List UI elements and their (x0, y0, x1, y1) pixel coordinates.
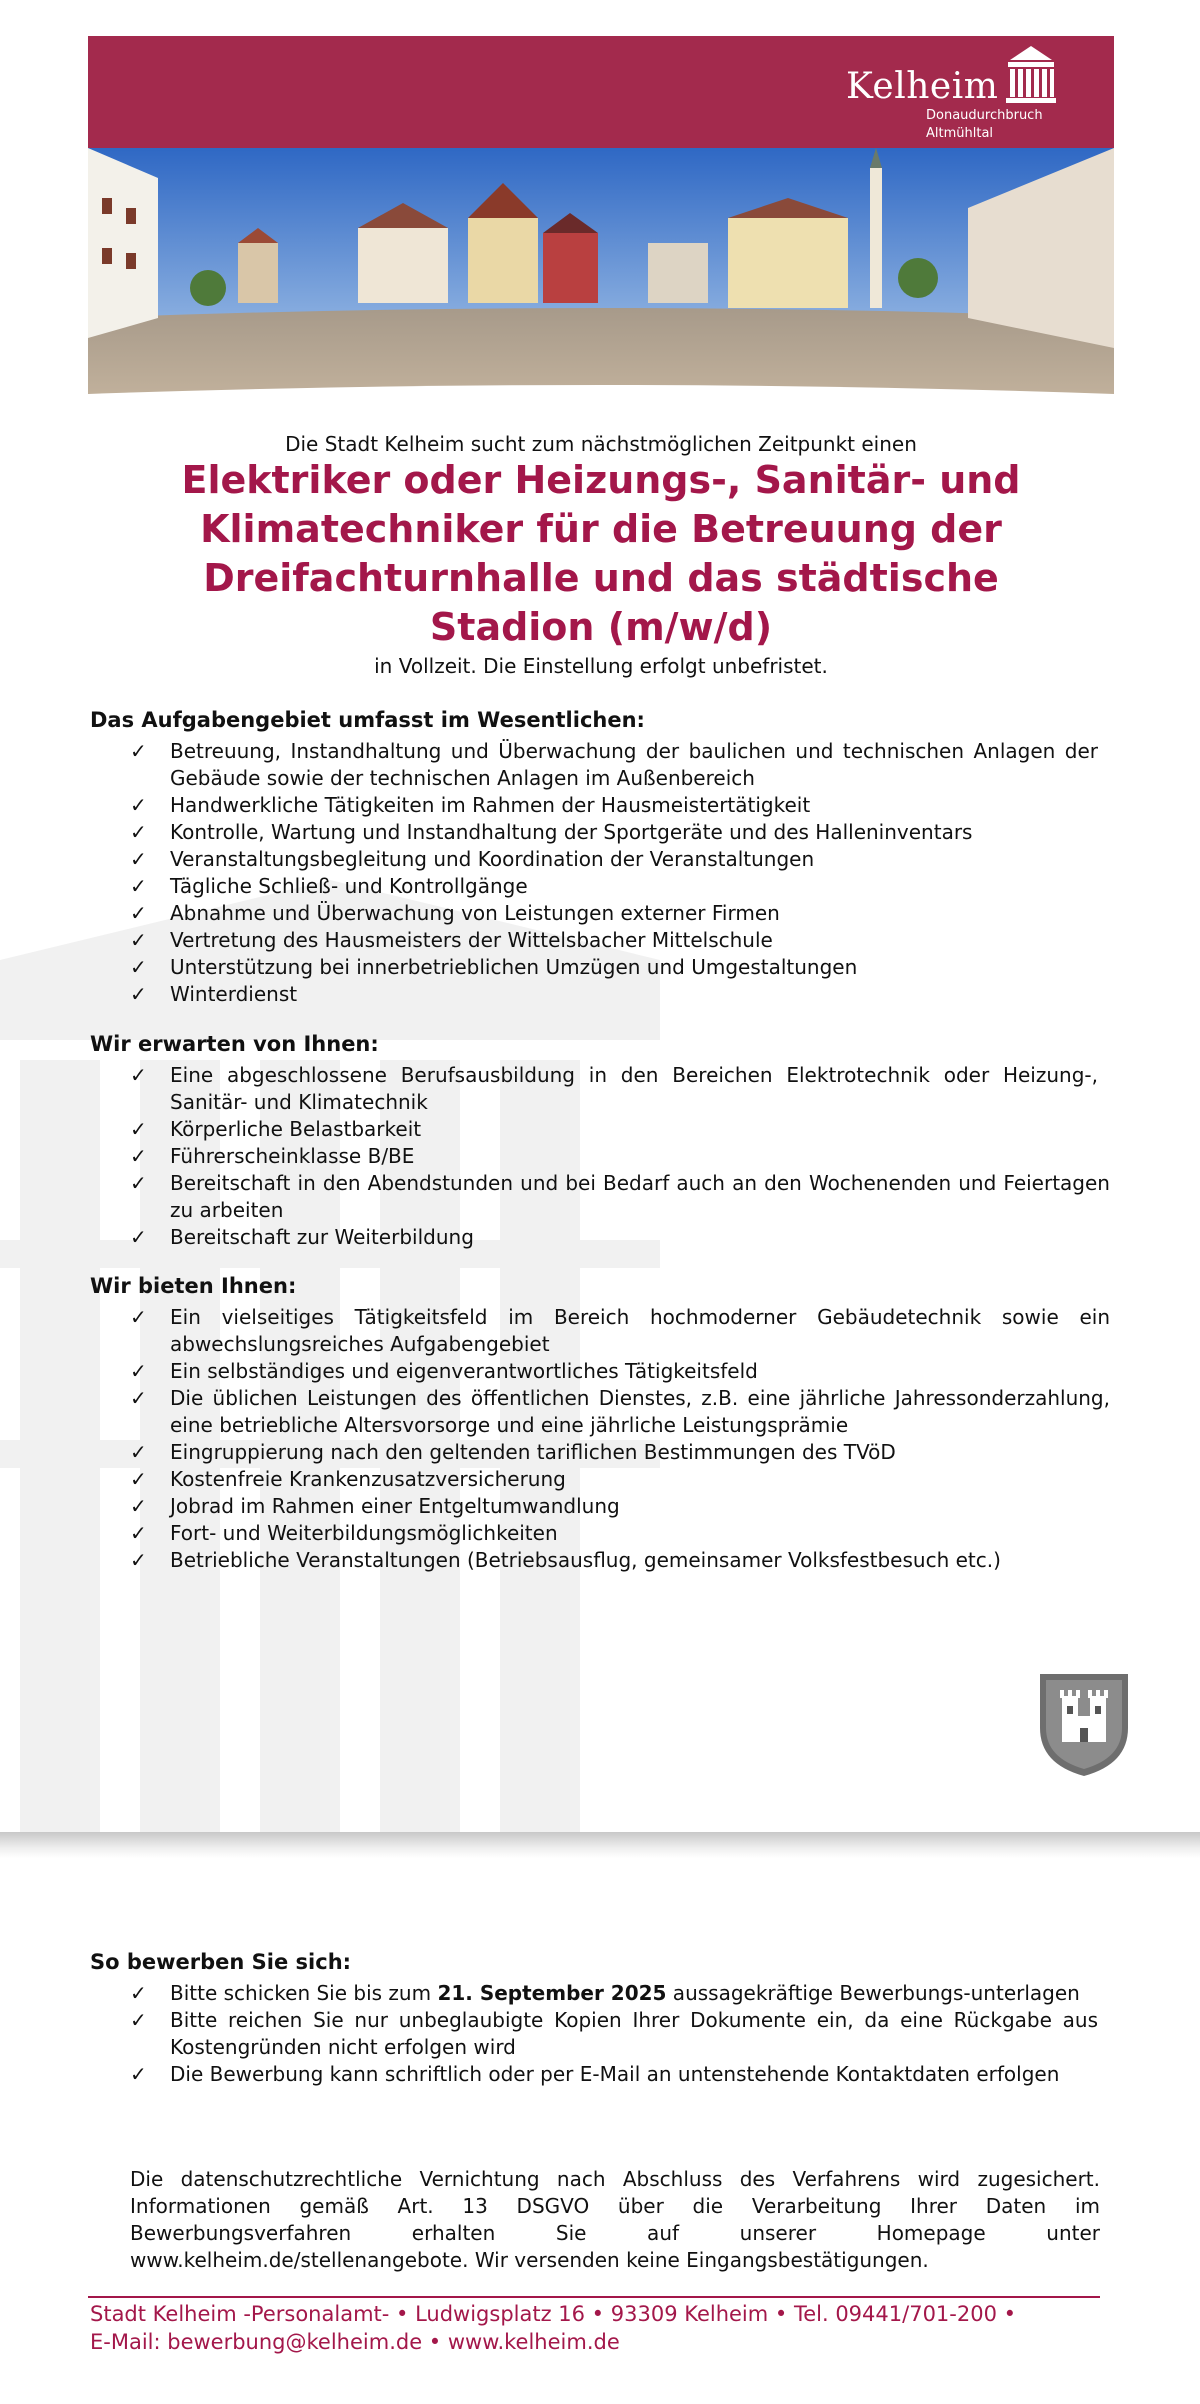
list-item: ✓ Eine abgeschlossene Berufsausbildung in den Bereichen Elektrotechnik oder Heizung-, Sanitär- und Klimatechnik (130, 1063, 1098, 1114)
header-banner (88, 36, 1114, 148)
job-title-line-3: Dreifachturnhalle und das städtische (203, 556, 999, 600)
checkmark-icon: ✓ (130, 1386, 147, 1410)
list-item: ✓ Eingruppierung nach den geltenden tariflichen Bestimmungen des TVöD (130, 1440, 896, 1464)
benefits-heading: Wir bieten Ihnen: (90, 1274, 297, 1298)
checkmark-icon: ✓ (130, 982, 147, 1006)
checkmark-icon: ✓ (130, 1117, 147, 1141)
checkmark-icon: ✓ (130, 1171, 147, 1195)
checkmark-icon: ✓ (130, 1548, 147, 1572)
checkmark-icon: ✓ (130, 928, 147, 952)
list-item: ✓ Handwerkliche Tätigkeiten im Rahmen der Hausmeistertätigkeit (130, 793, 811, 817)
expectations-heading: Wir erwarten von Ihnen: (90, 1032, 379, 1056)
expectations-section (90, 1030, 1110, 1251)
privacy-notice: Die datenschutzrechtliche Vernichtung nach Abschluss des Verfahrens wird zugesichert. Informationen gemäß Art. 13 DSGVO über die Verarbeitung Ihrer Daten im Bewerbungsverfahren erhalten Sie auf unserer Homepage unter www.kelheim.de/stellenangebote. Wir versenden keine Eingangsbestätigungen. (130, 2167, 1100, 2272)
checkmark-icon: ✓ (130, 1359, 147, 1383)
application-deadline: 21. September 2025 (437, 1981, 667, 2005)
list-item: ✓ Vertretung des Hausmeisters der Wittelsbacher Mittelschule (130, 928, 773, 952)
logo-building-icon (1004, 46, 1058, 104)
list-item: ✓ Unterstützung bei innerbetrieblichen Umzügen und Umgestaltungen (130, 955, 858, 979)
list-item: ✓ Körperliche Belastbarkeit (130, 1117, 422, 1141)
footer-rule (88, 2296, 1100, 2298)
checkmark-icon: ✓ (130, 820, 147, 844)
checkmark-icon: ✓ (130, 1521, 147, 1545)
list-item: ✓ Ein vielseitiges Tätigkeitsfeld im Bereich hochmoderner Gebäudetechnik sowie ein abwechslungsreiches Aufgabengebiet (130, 1305, 1110, 1356)
expectations-list (90, 1062, 1110, 1251)
list-item: ✓ Die Bewerbung kann schriftlich oder per E-Mail an untenstehende Kontaktdaten erfolgen (130, 2062, 1060, 2086)
application-list (90, 1980, 1100, 2088)
list-item: ✓ Tägliche Schließ- und Kontrollgänge (130, 874, 528, 898)
job-title-line-2: Klimatechniker für die Betreuung der (200, 507, 1002, 551)
checkmark-icon: ✓ (130, 1440, 147, 1464)
checkmark-icon: ✓ (130, 793, 147, 817)
list-item: ✓ Abnahme und Überwachung von Leistungen externer Firmen (130, 901, 780, 925)
job-title-line-4: Stadion (m/w/d) (429, 605, 773, 649)
list-item: ✓ Ein selbständiges und eigenverantwortliches Tätigkeitsfeld (130, 1359, 758, 1383)
list-item: ✓ Bereitschaft zur Weiterbildung (130, 1225, 474, 1249)
checkmark-icon: ✓ (130, 739, 147, 763)
logo-name: Kelheim (846, 66, 999, 107)
checkmark-icon: ✓ (130, 955, 147, 979)
list-item: ✓ Betriebliche Veranstaltungen (Betriebsausflug, gemeinsamer Volksfestbesuch etc.) (130, 1548, 1001, 1572)
list-item: ✓ Betreuung, Instandhaltung und Überwachung der baulichen und technischen Anlagen der Gebäude sowie der technischen Anlagen im Außenbereich (130, 739, 1098, 790)
checkmark-icon: ✓ (130, 1063, 147, 1087)
benefits-section (90, 1272, 1110, 1574)
checkmark-icon: ✓ (130, 1225, 147, 1249)
list-item: ✓ Winterdienst (130, 982, 298, 1006)
page-divider (0, 1832, 1200, 1858)
job-title-line-1: Elektriker oder Heizungs-, Sanitär- und (181, 458, 1021, 502)
list-item: ✓ Jobrad im Rahmen einer Entgeltumwandlung (130, 1494, 620, 1518)
checkmark-icon: ✓ (130, 1494, 147, 1518)
kelheim-crest-icon (1038, 1672, 1130, 1778)
list-item: ✓ Bitte schicken Sie bis zum 21. September 2025 aussagekräftige Bewerbungs-unterlagen (130, 1981, 1080, 2005)
footer-contact: E-Mail: bewerbung@kelheim.de • www.kelheim.de (90, 2330, 620, 2354)
list-item: ✓ Kostenfreie Krankenzusatzversicherung (130, 1467, 566, 1491)
employment-terms: in Vollzeit. Die Einstellung erfolgt unbefristet. (374, 654, 828, 678)
list-item: ✓ Die üblichen Leistungen des öffentlichen Dienstes, z.B. eine jährliche Jahressonderzahlung, eine betriebliche Altersvorsorge und eine jährliche Leistungsprämie (130, 1386, 1110, 1437)
application-section (90, 1948, 1100, 2088)
logo-subtitle-1: Donaudurchbruch (926, 108, 1043, 123)
list-item: ✓ Bitte reichen Sie nur unbeglaubigte Kopien Ihrer Dokumente ein, da eine Rückgabe aus Kostengründen nicht erfolgen wird (130, 2008, 1098, 2059)
list-item: ✓ Bereitschaft in den Abendstunden und bei Bedarf auch an den Wochenenden und Feiertagen zu arbeiten (130, 1171, 1110, 1222)
checkmark-icon: ✓ (130, 1305, 147, 1329)
checkmark-icon: ✓ (130, 901, 147, 925)
intro-text: Die Stadt Kelheim sucht zum nächstmöglichen Zeitpunkt einen (285, 432, 917, 456)
checkmark-icon: ✓ (130, 2062, 147, 2086)
list-item: ✓ Fort- und Weiterbildungsmöglichkeiten (130, 1521, 558, 1545)
job-title (88, 456, 1114, 652)
contact-footer (90, 2300, 1110, 2356)
benefits-list (90, 1304, 1110, 1574)
tasks-list (90, 738, 1100, 1008)
tasks-section (90, 706, 1100, 1008)
list-item: ✓ Führerscheinklasse B/BE (130, 1144, 415, 1168)
list-item: ✓ Kontrolle, Wartung und Instandhaltung der Sportgeräte und des Halleninventars (130, 820, 973, 844)
checkmark-icon: ✓ (130, 2008, 147, 2032)
application-heading: So bewerben Sie sich: (90, 1950, 352, 1974)
footer-address: Stadt Kelheim -Personalamt- • Ludwigsplatz 16 • 93309 Kelheim • Tel. 09441/701-200 • (90, 2302, 1017, 2326)
town-panorama-image (88, 148, 1114, 410)
checkmark-icon: ✓ (130, 1981, 147, 2005)
logo-subtitle-2: Altmühltal (926, 126, 994, 141)
kelheim-logo (846, 42, 1086, 142)
checkmark-icon: ✓ (130, 1144, 147, 1168)
list-item: ✓ Veranstaltungsbegleitung und Koordination der Veranstaltungen (130, 847, 815, 871)
checkmark-icon: ✓ (130, 1467, 147, 1491)
tasks-heading: Das Aufgabengebiet umfasst im Wesentlichen: (90, 708, 645, 732)
checkmark-icon: ✓ (130, 874, 147, 898)
checkmark-icon: ✓ (130, 847, 147, 871)
